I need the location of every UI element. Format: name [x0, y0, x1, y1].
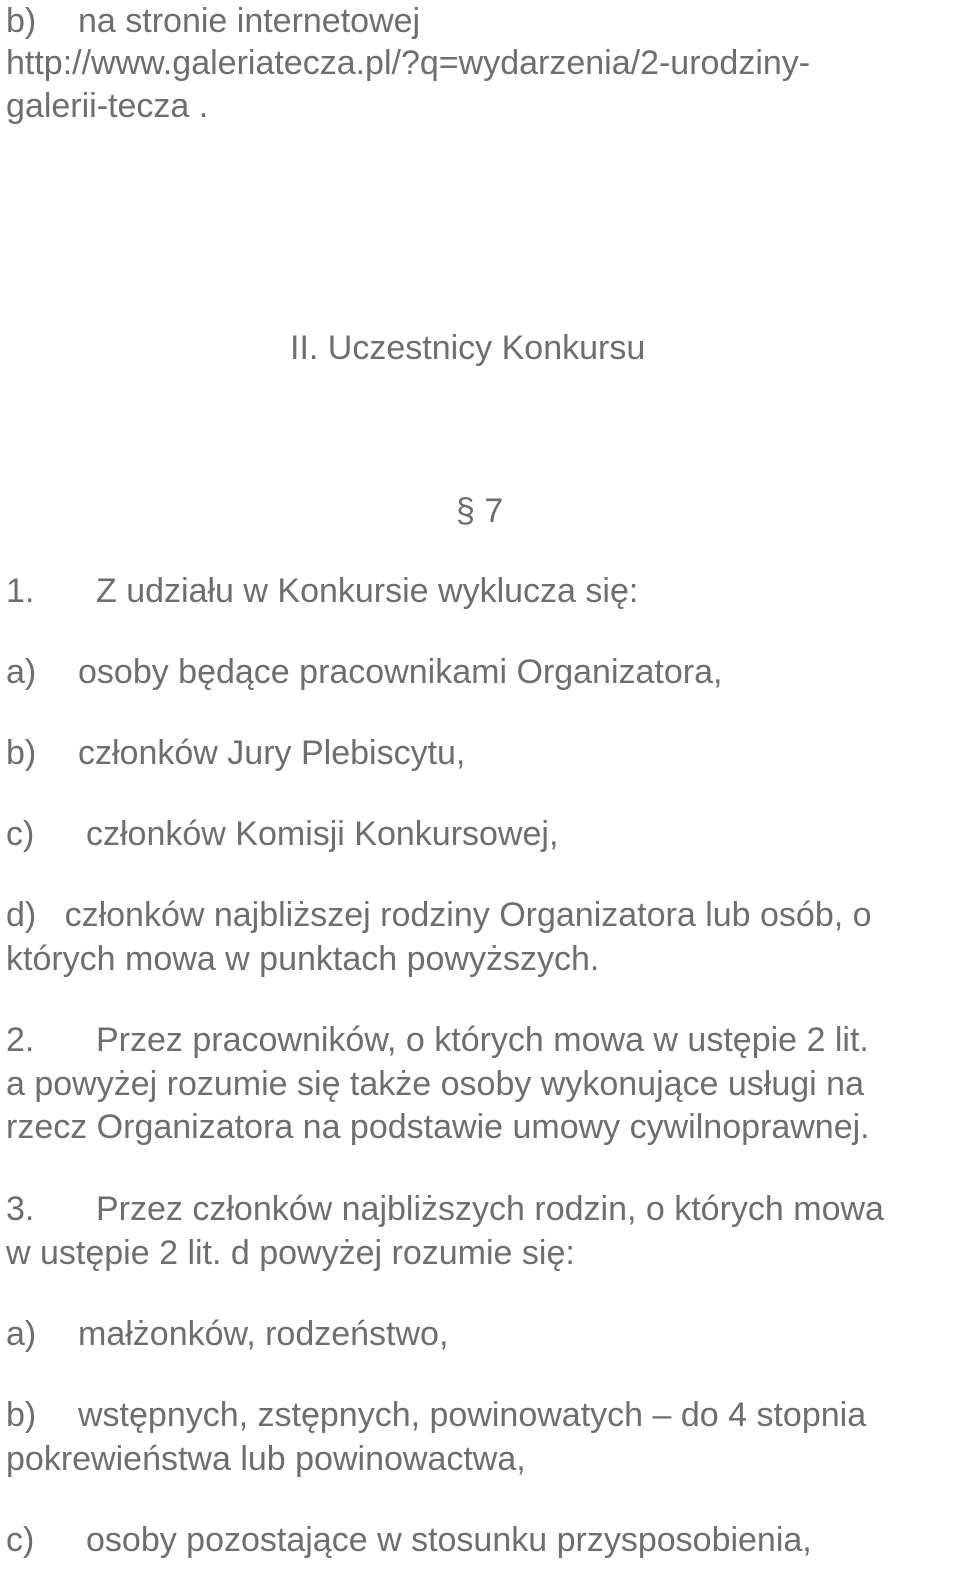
- point-3-line2: w ustępie 2 lit. d powyżej rozumie się:: [6, 1234, 575, 1272]
- point-1-text: Z udziału w Konkursie wyklucza się:: [96, 572, 639, 610]
- point-3-item-b-text: wstępnych, zstępnych, powinowatych – do 4 stopnia: [78, 1396, 867, 1434]
- point-3-number: 3.: [6, 1190, 35, 1228]
- intro-url-continuation: galerii-tecza .: [6, 87, 209, 125]
- point-3-item-c-text: osoby pozostające w stosunku przysposobienia,: [86, 1521, 812, 1559]
- intro-url-line: http://www.galeriatecza.pl/?q=wydarzenia/2-urodziny-: [6, 44, 811, 82]
- point-3-line1: Przez członków najbliższych rodzin, o których mowa: [96, 1190, 884, 1228]
- point-2-line1: Przez pracowników, o których mowa w ustępie 2 lit.: [96, 1021, 869, 1059]
- point-1-number: 1.: [6, 572, 35, 610]
- point-1-item-b-marker: b): [6, 734, 37, 772]
- point-1-item-a-text: osoby będące pracownikami Organizatora,: [78, 653, 723, 691]
- point-1-item-c-marker: c): [6, 815, 35, 853]
- point-3-item-a-text: małżonków, rodzeństwo,: [78, 1315, 449, 1353]
- point-3-item-b-marker: b): [6, 1396, 37, 1434]
- section-heading: II. Uczestnicy Konkursu: [290, 329, 646, 367]
- point-1-item-b-text: członków Jury Plebiscytu,: [78, 734, 466, 772]
- point-3-item-b-line2: pokrewieństwa lub powinowactwa,: [6, 1440, 526, 1478]
- point-3-item-a-marker: a): [6, 1315, 37, 1353]
- point-1-item-d-line2: których mowa w punktach powyższych.: [6, 940, 600, 978]
- point-2-number: 2.: [6, 1021, 35, 1059]
- point-1-item-c-text: członków Komisji Konkursowej,: [86, 815, 559, 853]
- point-1-item-d-line1: d) członków najbliższej rodziny Organizatora lub osób, o: [6, 896, 872, 934]
- point-2-line3: rzecz Organizatora na podstawie umowy cywilnoprawnej.: [6, 1108, 870, 1146]
- intro-item-text: na stronie internetowej: [78, 2, 421, 40]
- point-1-item-a-marker: a): [6, 653, 37, 691]
- point-3-item-c-marker: c): [6, 1521, 35, 1559]
- point-2-line2: a powyżej rozumie się także osoby wykonujące usługi na: [6, 1065, 865, 1103]
- paragraph-symbol: § 7: [456, 492, 504, 530]
- intro-item-marker: b): [6, 2, 37, 40]
